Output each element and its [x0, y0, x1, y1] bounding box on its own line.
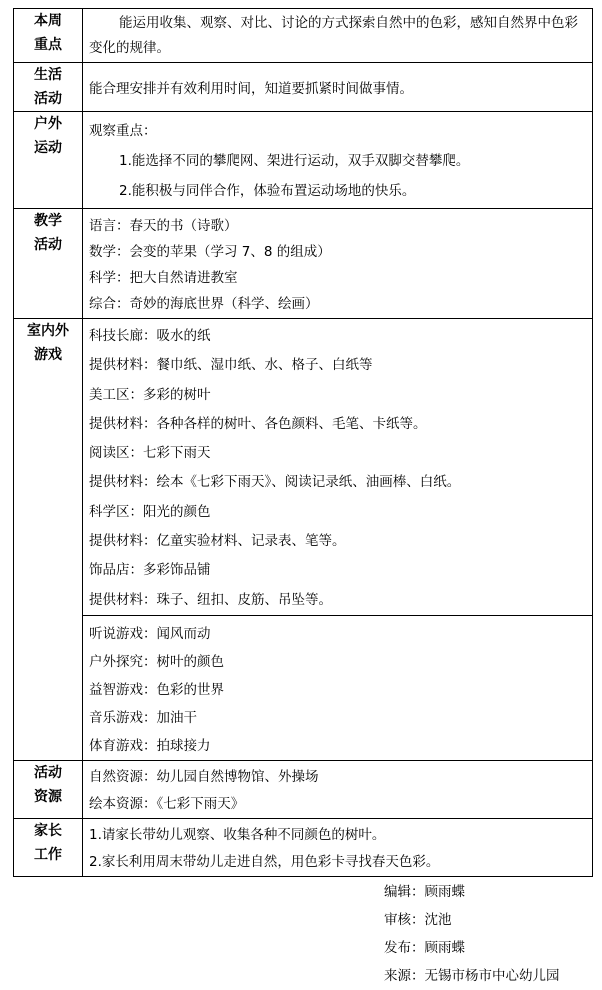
content-line: 提供材料：绘本《七彩下雨天》、阅读记录纸、油画棒、白纸。: [89, 474, 461, 491]
label-line: 活动: [34, 91, 62, 107]
credits-block: [384, 878, 560, 990]
row-label: [14, 209, 83, 319]
content-line: 提供材料：珠子、纽扣、皮筋、吊坠等。: [89, 591, 332, 608]
content-line: 2.家长利用周末带幼儿走进自然，用色彩卡寻找春天色彩。: [89, 853, 440, 870]
label-line: 重点: [34, 37, 62, 53]
content-line: 听说游戏：闻风而动: [89, 625, 211, 642]
content-line: 能合理安排并有效利用时间，知道要抓紧时间做事情。: [89, 81, 413, 97]
credit-reviewer: 审核：沈池: [384, 912, 452, 928]
content-line: 语言：春天的书（诗歌）: [89, 218, 238, 234]
label-line: 活动: [34, 764, 62, 781]
content-line: 体育游戏：拍球接力: [89, 737, 211, 754]
row-content: [83, 209, 593, 319]
credit-editor: 编辑：顾雨蝶: [384, 884, 465, 900]
label-line: 活动: [34, 237, 62, 253]
credit-publisher: 发布：顾雨蝶: [384, 940, 465, 956]
content-line: 数学：会变的苹果（学习 7、8 的组成）: [89, 244, 331, 260]
label-line: 游戏: [34, 347, 62, 363]
row-content: [83, 319, 593, 616]
content-line: 自然资源：幼儿园自然博物馆、外操场: [89, 768, 319, 785]
row-label: [14, 760, 83, 818]
row-parent-work: [14, 818, 593, 876]
row-content: [83, 112, 593, 209]
content-line: 科学：把大自然请进教室: [89, 270, 238, 286]
content-line: 1.能选择不同的攀爬网、架进行运动，双手双脚交替攀爬。: [119, 153, 470, 169]
credit-source: 来源：无锡市杨市中心幼儿园: [384, 968, 560, 984]
content-line: 美工区：多彩的树叶: [89, 386, 211, 403]
content-line: 益智游戏：色彩的世界: [89, 681, 224, 698]
row-games-list: [14, 615, 593, 760]
label-line: 生活: [34, 67, 62, 83]
content-line: 饰品店：多彩饰品铺: [89, 562, 211, 579]
row-life-activity: [14, 63, 593, 112]
content-line: 观察重点：: [89, 123, 157, 139]
row-content: [83, 9, 593, 63]
row-label: [14, 818, 83, 876]
label-line: 工作: [34, 846, 62, 863]
content-text: 能运用收集、观察、对比、讨论的方式探索自然中的色彩，感知自然界中色彩变化的规律。: [89, 15, 578, 56]
content-line: 绘本资源：《七彩下雨天》: [89, 795, 245, 812]
content-line: 1.请家长带幼儿观察、收集各种不同颜色的树叶。: [89, 826, 386, 843]
row-content: [83, 63, 593, 112]
content-line: 户外探究：树叶的颜色: [89, 653, 224, 670]
label-line: 教学: [34, 213, 62, 229]
content-line: 提供材料：餐巾纸、湿巾纸、水、格子、白纸等: [89, 357, 373, 374]
content-line: 综合：奇妙的海底世界（科学、绘画）: [89, 296, 319, 312]
content-line: 科学区：阳光的颜色: [89, 503, 211, 520]
label-line: 家长: [34, 822, 62, 839]
row-label: [14, 9, 83, 63]
row-label: [14, 63, 83, 112]
row-teaching-activity: [14, 209, 593, 319]
label-line: 室内外: [27, 323, 69, 339]
content-line: 提供材料：亿童实验材料、记录表、笔等。: [89, 533, 346, 550]
row-outdoor-sports: [14, 112, 593, 209]
row-label: [14, 112, 83, 209]
content-line: 提供材料：各种各样的树叶、各色颜料、毛笔、卡纸等。: [89, 415, 427, 432]
row-content: [83, 615, 593, 760]
content-line: 阅读区：七彩下雨天: [89, 445, 211, 462]
label-line: 本周: [34, 13, 62, 29]
row-content: [83, 818, 593, 876]
content-line: 音乐游戏：加油干: [89, 709, 197, 726]
label-line: 户外: [34, 116, 62, 132]
row-label: [14, 319, 83, 761]
content-line: 科技长廊：吸水的纸: [89, 328, 211, 344]
content-line: 2.能积极与同伴合作，体验布置运动场地的快乐。: [119, 183, 416, 199]
row-indoor-outdoor-games: [14, 319, 593, 616]
weekly-plan-table: [13, 8, 593, 877]
label-line: 资源: [34, 788, 62, 805]
row-content: [83, 760, 593, 818]
label-line: 运动: [34, 140, 62, 156]
row-activity-resources: [14, 760, 593, 818]
row-weekly-focus: [14, 9, 593, 63]
